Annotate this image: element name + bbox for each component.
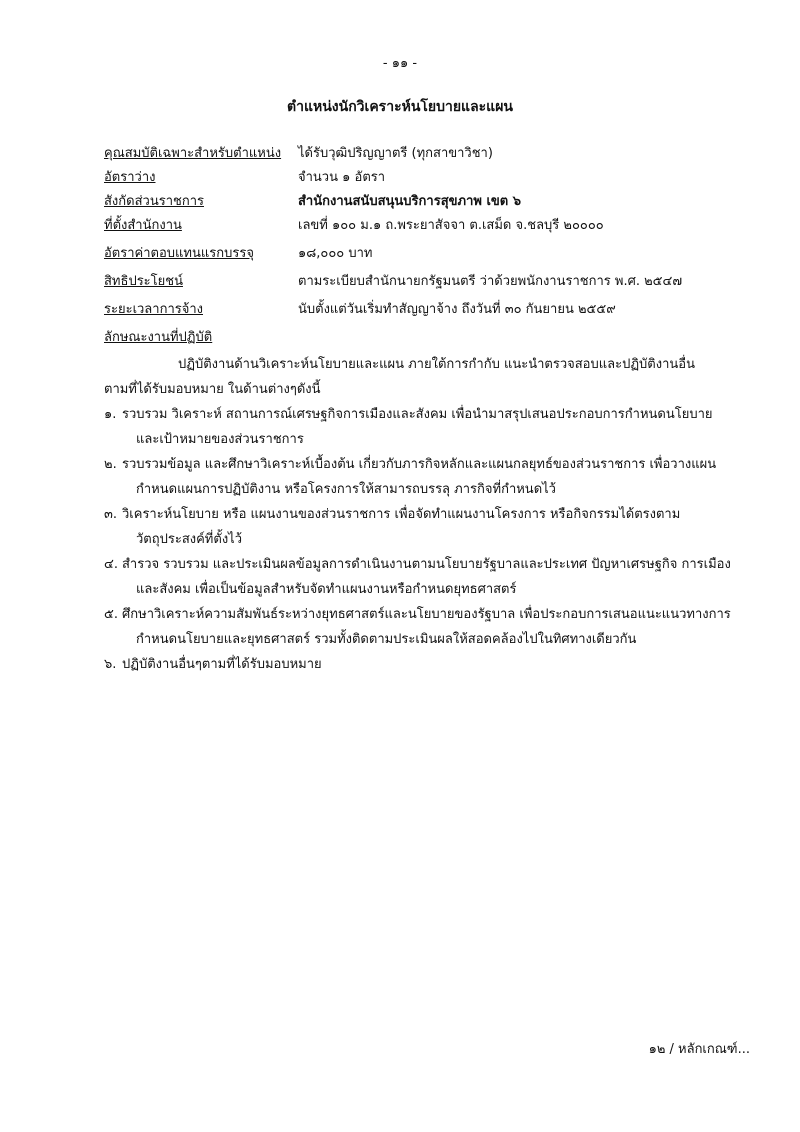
item-text: วัตถุประสงค์ที่ตั้งไว้ — [136, 532, 243, 547]
item-number: ๔. — [104, 557, 118, 572]
item-number: ๕. — [104, 607, 118, 622]
item-text: สำรวจ รวบรวม และประเมินผลข้อมูลการดำเนินงานตามนโยบายรัฐบาลและประเทศ ปัญหาเศรษฐกิจ การเมือง — [122, 557, 731, 572]
field-value: ได้รับวุฒิปริญญาตรี (ทุกสาขาวิชา) — [298, 146, 493, 161]
item-text: รวบรวม วิเคราะห์ สถานการณ์เศรษฐกิจการเมืองและสังคม เพื่อนำมาสรุปเสนอประกอบการกำหนดนโยบาย — [122, 407, 713, 422]
item-text: รวบรวมข้อมูล และศึกษาวิเคราะห์เบื้องต้น เกี่ยวกับภารกิจหลักและแผนกลยุทธ์ของส่วนราชการ เพื่อวางแผน — [122, 457, 717, 472]
field-value: สำนักงานสนับสนุนบริการสุขภาพ เขต ๖ — [298, 194, 522, 209]
item-text: และเป้าหมายของส่วนราชการ — [136, 432, 304, 447]
field-value: เลขที่ ๑๐๐ ม.๑ ถ.พระยาสัจจา ต.เสม็ด จ.ชลบุรี ๒๐๐๐๐ — [298, 218, 604, 233]
field-row-office-address — [104, 214, 764, 238]
duties-list — [104, 402, 774, 677]
item-text: ปฏิบัติงานอื่นๆตามที่ได้รับมอบหมาย — [122, 657, 322, 672]
list-item — [104, 402, 774, 452]
list-item — [104, 652, 774, 677]
item-number: ๒. — [104, 457, 117, 472]
list-item — [104, 502, 774, 552]
field-label: อัตราค่าตอบแทนแรกบรรจุ — [104, 246, 254, 261]
item-text: กำหนดแผนการปฏิบัติงาน หรือโครงการให้สามารถบรรลุ ภารกิจที่กำหนดไว้ — [136, 482, 556, 497]
field-row-qualification — [104, 142, 764, 166]
item-number: ๑. — [104, 407, 117, 422]
field-row-benefits — [104, 270, 764, 294]
list-item — [104, 452, 774, 502]
page-number: - ๑๑ - — [382, 56, 418, 71]
item-text: วิเคราะห์นโยบาย หรือ แผนงานของส่วนราชการ เพื่อจัดทำแผนงานโครงการ หรือกิจกรรมได้ตรงตาม — [122, 507, 681, 522]
intro-line: ตามที่ได้รับมอบหมาย ในด้านต่างๆดังนี้ — [104, 382, 321, 397]
field-row-salary — [104, 242, 764, 266]
item-text: และสังคม เพื่อเป็นข้อมูลสำหรับจัดทำแผนงานหรือกำหนดยุทธศาสตร์ — [136, 582, 517, 597]
field-row-agency — [104, 190, 764, 214]
field-label: อัตราว่าง — [104, 170, 156, 185]
item-number: ๓. — [104, 507, 118, 522]
field-label: ระยะเวลาการจ้าง — [104, 302, 203, 317]
field-value: ๑๘,๐๐๐ บาท — [298, 246, 373, 261]
intro-line: ปฏิบัติงานด้านวิเคราะห์นโยบายและแผน ภายใต้การกำกับ แนะนำตรวจสอบและปฏิบัติงานอื่น — [178, 357, 695, 372]
page-title: ตำแหน่งนักวิเคราะห์นโยบายและแผน — [287, 99, 513, 115]
field-label: ที่ตั้งสำนักงาน — [104, 218, 182, 233]
list-item — [104, 552, 774, 602]
field-row-vacancy — [104, 166, 764, 190]
field-label: คุณสมบัติเฉพาะสำหรับตำแหน่ง — [104, 146, 282, 161]
item-number: ๖. — [104, 657, 117, 672]
field-label: สังกัดส่วนราชการ — [104, 194, 204, 209]
field-value: นับตั้งแต่วันเริ่มทำสัญญาจ้าง ถึงวันที่ ๓๐ กันยายน ๒๕๕๙ — [298, 302, 616, 317]
item-text: กำหนดนโยบายและยุทธศาสตร์ รวมทั้งติดตามประเมินผลให้สอดคล้องไปในทิศทางเดียวกัน — [136, 632, 637, 647]
field-label: สิทธิประโยชน์ — [104, 274, 183, 289]
next-page-note: ๑๒ / หลักเกณฑ์... — [648, 1042, 750, 1057]
field-value: จำนวน ๑ อัตรา — [298, 170, 386, 185]
list-item — [104, 602, 774, 652]
field-row-employment-period — [104, 298, 764, 322]
duties-intro — [104, 352, 764, 402]
section-heading: ลักษณะงานที่ปฏิบัติ — [104, 330, 213, 345]
field-value: ตามระเบียบสำนักนายกรัฐมนตรี ว่าด้วยพนักงานราชการ พ.ศ. ๒๕๔๗ — [298, 274, 683, 289]
item-text: ศึกษาวิเคราะห์ความสัมพันธ์ระหว่างยุทธศาสตร์และนโยบายของรัฐบาล เพื่อประกอบการเสนอแนะแนวทางการ — [122, 607, 731, 622]
